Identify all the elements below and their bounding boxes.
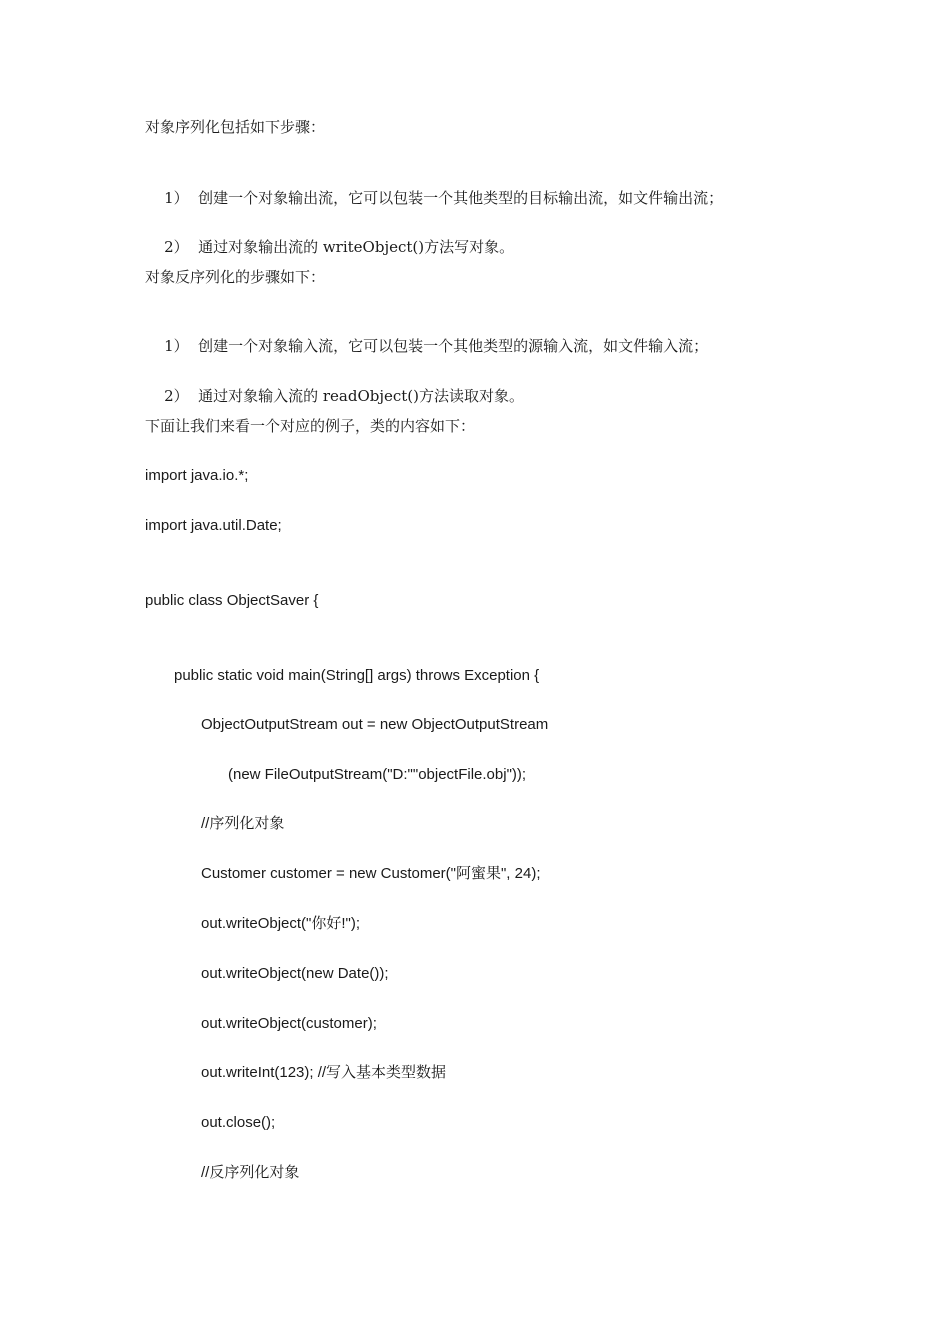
step-number: 1） xyxy=(164,337,189,355)
code-line: Customer customer = new Customer("阿蜜果", 24); xyxy=(201,865,541,882)
code-line: out.writeObject("你好!"); xyxy=(201,915,361,932)
code-line: import java.io.*; xyxy=(145,467,249,484)
code-line: public static void main(String[] args) throws Exception { xyxy=(174,667,540,684)
code-line: import java.util.Date; xyxy=(145,517,282,534)
step-text: 通过对象输出流的 writeObject()方法写对象。 xyxy=(198,238,515,256)
example-intro: 下面让我们来看一个对应的例子，类的内容如下： xyxy=(145,417,476,435)
code-line: out.close(); xyxy=(201,1114,276,1131)
step-text: 创建一个对象输出流，它可以包装一个其他类型的目标输出流，如文件输出流； xyxy=(198,189,724,207)
step-text: 通过对象输入流的 readObject()方法读取对象。 xyxy=(198,387,525,405)
step-number: 1） xyxy=(164,189,189,207)
step-text: 创建一个对象输入流，它可以包装一个其他类型的源输入流，如文件输入流； xyxy=(198,337,709,355)
intro-serialize: 对象序列化包括如下步骤： xyxy=(145,118,326,136)
intro-deserialize: 对象反序列化的步骤如下： xyxy=(145,268,326,286)
code-line: (new FileOutputStream("D:""objectFile.obj")); xyxy=(228,766,527,783)
code-comment: //反序列化对象 xyxy=(201,1164,300,1181)
step-number: 2） xyxy=(164,387,189,405)
code-line: ObjectOutputStream out = new ObjectOutputStream xyxy=(201,716,549,733)
code-line: public class ObjectSaver { xyxy=(145,592,319,609)
step-number: 2） xyxy=(164,238,189,256)
code-line: out.writeObject(customer); xyxy=(201,1015,377,1032)
code-comment: //序列化对象 xyxy=(201,815,285,832)
code-line: out.writeInt(123); //写入基本类型数据 xyxy=(201,1064,447,1081)
code-line: out.writeObject(new Date()); xyxy=(201,965,389,982)
